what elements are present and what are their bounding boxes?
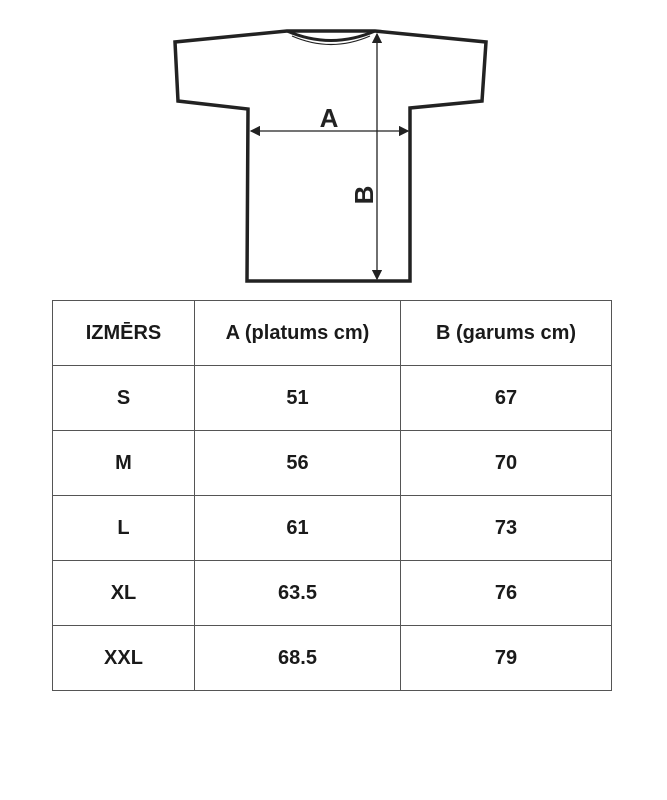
- table-row: [53, 561, 612, 626]
- table-row: [53, 366, 612, 431]
- table-row: [53, 496, 612, 561]
- cell-width: 68.5: [195, 626, 401, 691]
- cell-width: 63.5: [195, 561, 401, 626]
- cell-size: S: [53, 366, 195, 431]
- size-chart-table: [52, 300, 612, 691]
- cell-width: 56: [195, 431, 401, 496]
- cell-size: XL: [53, 561, 195, 626]
- cell-width: 61: [195, 496, 401, 561]
- cell-width: 51: [195, 366, 401, 431]
- tshirt-outline: [175, 31, 486, 281]
- cell-length: 76: [401, 561, 612, 626]
- cell-size: XXL: [53, 626, 195, 691]
- label-b: B: [349, 185, 379, 205]
- table-header-row: [53, 301, 612, 366]
- header-size: IZMĒRS: [53, 301, 195, 366]
- table-row: [53, 431, 612, 496]
- cell-size: L: [53, 496, 195, 561]
- label-a: A: [319, 103, 339, 133]
- cell-length: 70: [401, 431, 612, 496]
- cell-length: 67: [401, 366, 612, 431]
- cell-length: 73: [401, 496, 612, 561]
- cell-length: 79: [401, 626, 612, 691]
- cell-size: M: [53, 431, 195, 496]
- header-length: B (garums cm): [401, 301, 612, 366]
- table-row: [53, 626, 612, 691]
- tshirt-diagram: [0, 0, 667, 300]
- header-width: A (platums cm): [195, 301, 401, 366]
